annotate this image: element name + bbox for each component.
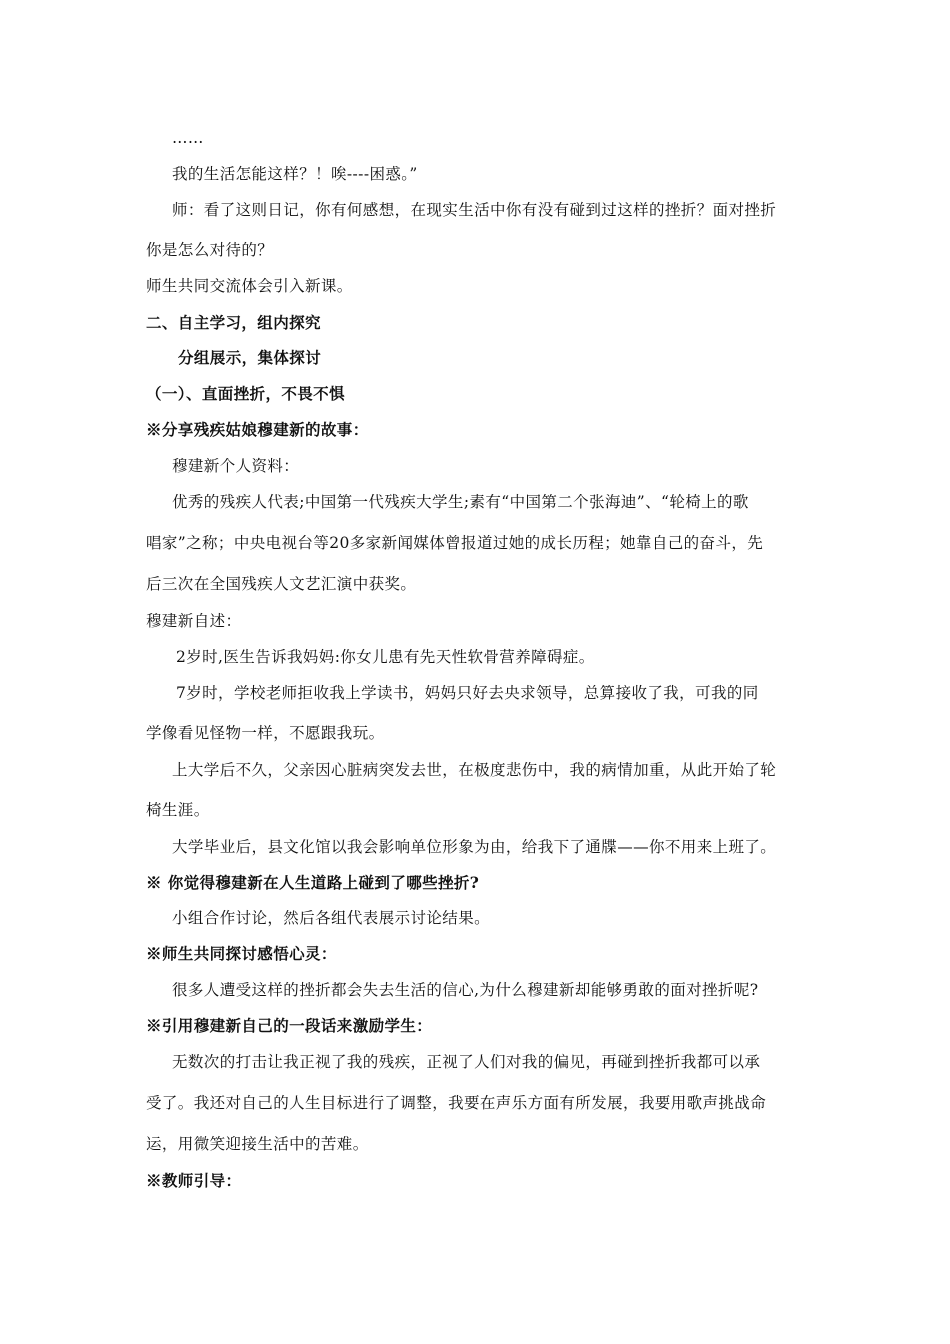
subsection-heading-1: （一）、直面挫折，不畏不惧 xyxy=(146,384,345,403)
text-line-graduation: 大学毕业后，县文化馆以我会影响单位形象为由，给我下了通牒——你不用来上班了。 xyxy=(172,838,777,856)
text-line-college-cont: 椅生涯。 xyxy=(146,801,210,819)
subsection-heading: 分组展示，集体探讨 xyxy=(178,348,322,367)
text-line-profile-title: 穆建新个人资料： xyxy=(172,457,300,475)
text-line-profile-3: 后三次在全国残疾人文艺汇演中获奖。 xyxy=(146,575,417,593)
topic-heading-teacher-guide: ※教师引导： xyxy=(146,1171,242,1190)
text-line-age-2: 2岁时,医生告诉我妈妈:你女儿患有先天性软骨营养障碍症。 xyxy=(176,648,595,666)
text-line-profile-1: 优秀的残疾人代表;中国第一代残疾大学生;素有“中国第二个张海迪”、“轮椅上的歌 xyxy=(172,493,749,511)
topic-heading-quote: ※引用穆建新自己的一段话来激励学生： xyxy=(146,1016,433,1035)
text-line-diary-end: 我的生活怎能这样？！唉----困惑。” xyxy=(172,165,418,183)
text-line-teacher-question: 师：看了这则日记，你有何感想，在现实生活中你有没有碰到过这样的挫折？面对挫折 xyxy=(172,201,777,219)
text-line-age-7: 7岁时，学校老师拒收我上学读书，妈妈只好去央求领导，总算接收了我，可我的同 xyxy=(176,684,759,702)
text-line-teacher-question-cont: 你是怎么对待的？ xyxy=(146,241,274,259)
text-line-self-title: 穆建新自述： xyxy=(146,612,242,630)
text-line-why-brave: 很多人遭受这样的挫折都会失去生活的信心,为什么穆建新却能够勇敢的面对挫折呢? xyxy=(172,981,759,999)
text-line-quote-1: 无数次的打击让我正视了我的残疾，正视了人们对我的偏见，再碰到挫折我都可以承 xyxy=(172,1053,761,1071)
text-line-quote-2: 受了。我还对自己的人生目标进行了调整，我要在声乐方面有所发展，我要用歌声挑战命 xyxy=(146,1094,767,1112)
text-line-quote-3: 运，用微笑迎接生活中的苦难。 xyxy=(146,1135,369,1153)
question-heading: ※ 你觉得穆建新在人生道路上碰到了哪些挫折? xyxy=(146,873,480,892)
text-line-intro: 师生共同交流体会引入新课。 xyxy=(146,277,353,295)
text-line-profile-2: 唱家”之称；中央电视台等20多家新闻媒体曾报道过她的成长历程；她靠自己的奋斗，先 xyxy=(146,534,764,552)
text-line-discussion: 小组合作讨论，然后各组代表展示讨论结果。 xyxy=(172,909,491,927)
text-line-college: 上大学后不久，父亲因心脏病突发去世，在极度悲伤中，我的病情加重，从此开始了轮 xyxy=(172,761,777,779)
topic-heading-story: ※分享残疾姑娘穆建新的故事： xyxy=(146,420,369,439)
topic-heading-explore: ※师生共同探讨感悟心灵： xyxy=(146,944,337,963)
section-heading-2: 二、自主学习，组内探究 xyxy=(146,313,321,332)
text-line-ellipsis: …… xyxy=(172,129,204,147)
text-line-age-7-cont: 学像看见怪物一样，不愿跟我玩。 xyxy=(146,724,385,742)
